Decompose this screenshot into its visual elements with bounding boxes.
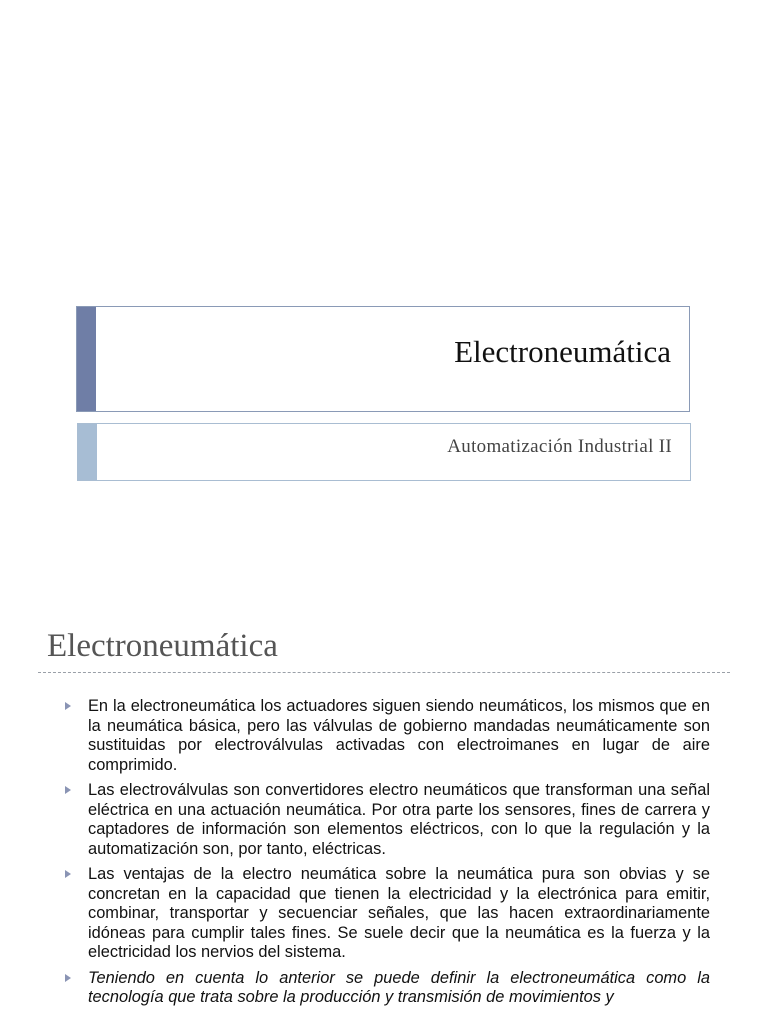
bullet-list <box>62 697 710 1014</box>
title-accent-bar <box>77 307 96 411</box>
bullet-arrow-icon <box>65 974 71 982</box>
bullet-text: En la electroneumática los actuadores siguen siendo neumáticos, los mismos que en la neumática básica, pero las válvulas de gobierno mandadas neumáticamente son sustituidas por electroválvulas activadas con electroimanes en lugar de aire comprimido. <box>88 697 710 774</box>
slide-subtitle: Automatización Industrial II <box>447 436 672 457</box>
title-box <box>76 306 690 412</box>
bullet-item <box>62 697 710 775</box>
slide-title: Electroneumática <box>454 334 671 369</box>
bullet-item <box>62 781 710 859</box>
bullet-arrow-icon <box>65 786 71 794</box>
bullet-arrow-icon <box>65 702 71 710</box>
bullet-text: Teniendo en cuenta lo anterior se puede definir la electroneumática como la tecnología que trata sobre la producción y transmisión de movimientos y <box>88 968 710 1006</box>
bullet-item <box>62 969 710 1008</box>
bullet-text: Las electroválvulas son convertidores electro neumáticos que transforman una señal eléctrica en una actuación neumática. Por otra parte los sensores, fines de carrera y captadores de información son elementos eléctricos, con lo que la regulación y la automatización son, por tanto, eléctricas. <box>88 781 710 858</box>
bullet-item <box>62 865 710 963</box>
bullet-arrow-icon <box>65 870 71 878</box>
content-slide-title: Electroneumática <box>47 628 278 664</box>
content-slide <box>0 576 768 1024</box>
title-divider <box>38 672 730 673</box>
subtitle-box <box>77 423 691 481</box>
bullet-text: Las ventajas de la electro neumática sobre la neumática pura son obvias y se concretan en la capacidad que tienen la electricidad y la electrónica para emitir, combinar, transportar y secuenciar señales, que las hacen extraordinariamente idóneas para cumplir tales fines. Se suele decir que la neumática es la fuerza y la electricidad los nervios del sistema. <box>88 865 710 961</box>
subtitle-accent-bar <box>78 424 97 480</box>
